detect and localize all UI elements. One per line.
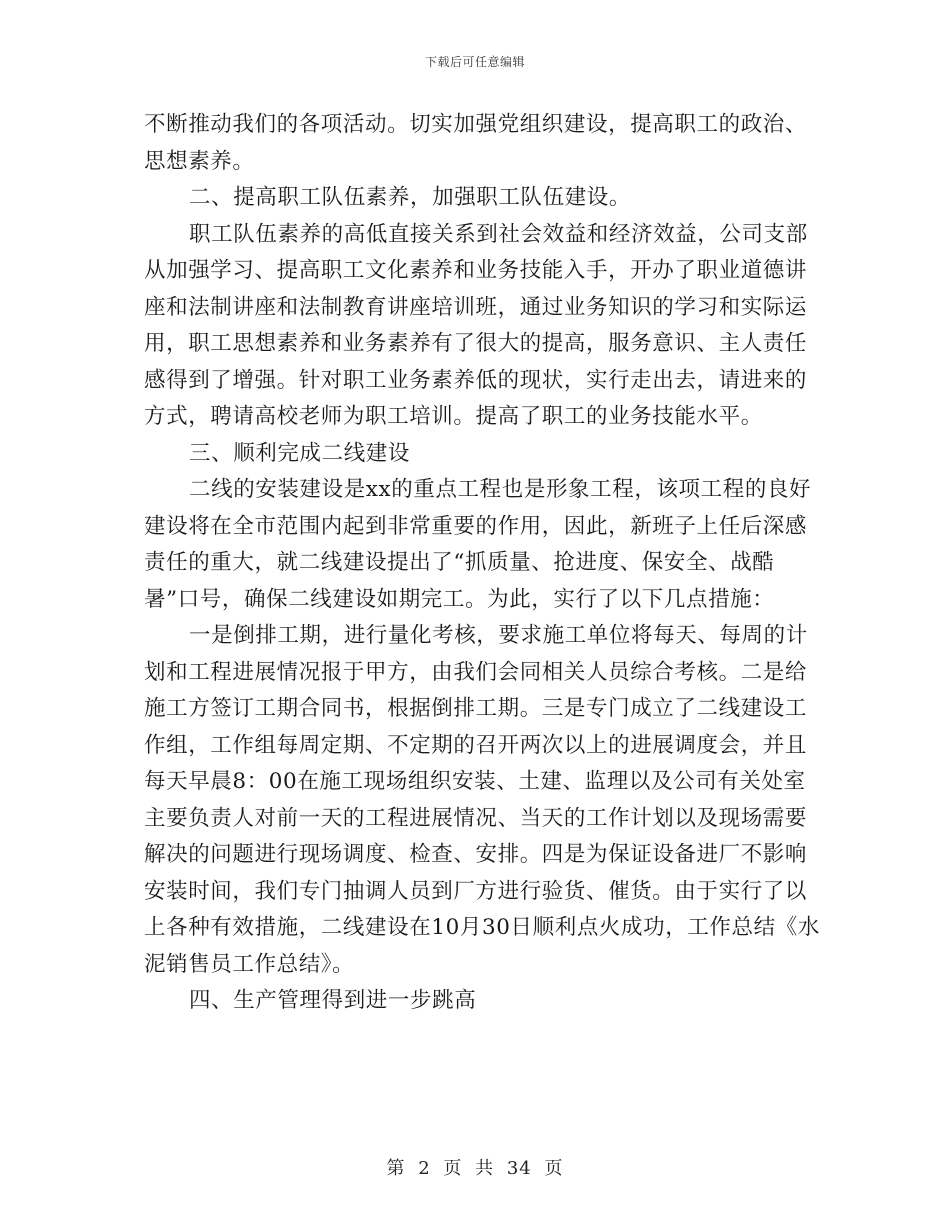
text-line: 从加强学习、提高职工文化素养和业务技能入手，开办了职业道德讲 (144, 258, 808, 283)
text-line: 上各种有效措施，二线建设在10月30日顺利点火成功，工作总结《水 (144, 915, 820, 940)
body-text (144, 107, 820, 1020)
text-line: 主要负责人对前一天的工程进展情况、当天的工作计划以及现场需要 (144, 805, 808, 831)
text-line: 用，职工思想素养和业务素养有了很大的提高，服务意识、主人责任 (144, 331, 808, 356)
text-line: 一是倒排工期，进行量化考核，要求施工单位将每天、每周的计 (189, 623, 808, 648)
text-line: 职工队伍素养的高低直接关系到社会效益和经济效益，公司支部 (189, 221, 808, 247)
text-line: 座和法制讲座和法制教育讲座培训班，通过业务知识的学习和实际运 (144, 294, 808, 320)
text-line: 思想素养。 (144, 148, 255, 174)
text-line: 泥销售员工作总结》。 (144, 951, 355, 977)
text-line: 暑”口号，确保二线建设如期完工。为此，实行了以下几点措施： (144, 586, 775, 612)
text-line: 安装时间，我们专门抽调人员到厂方进行验货、催货。由于实行了以 (144, 878, 808, 904)
text-line: 建设将在全市范围内起到非常重要的作用，因此，新班子上任后深感 (144, 513, 808, 539)
text-line: 施工方签订工期合同书，根据倒排工期。三是专门成立了二线建设工 (144, 696, 808, 721)
text-line: 感得到了增强。针对职工业务素养低的现状，实行走出去，请进来的 (144, 367, 808, 393)
text-line: 四、生产管理得到进一步跳高 (189, 988, 477, 1013)
text-line: 划和工程进展情况报于甲方，由我们会同相关人员综合考核。二是给 (144, 659, 808, 685)
text-line: 每天早晨8：00在施工现场组织安装、土建、监理以及公司有关处室 (144, 769, 806, 794)
text-line: 二线的安装建设是xx的重点工程也是形象工程，该项工程的良好 (189, 477, 812, 502)
text-line: 方式，聘请高校老师为职工培训。提高了职工的业务技能水平。 (144, 404, 763, 429)
page-header: 下载后可任意编辑 (424, 55, 525, 69)
text-line: 二、提高职工队伍素养，加强职工队伍建设。 (189, 185, 632, 210)
text-line: 三、顺利完成二线建设 (189, 440, 411, 466)
page-footer: 第 2 页 共 34 页 (386, 1158, 564, 1179)
text-line: 不断推动我们的各项活动。切实加强党组织建设，提高职工的政治、 (144, 112, 808, 137)
text-line: 解决的问题进行现场调度、检查、安排。四是为保证设备进厂不影响 (144, 842, 808, 867)
text-line: 责任的重大，就二线建设提出了“抓质量、抢进度、保安全、战酷 (144, 550, 775, 575)
text-line: 作组，工作组每周定期、不定期的召开两次以上的进展调度会，并且 (144, 732, 808, 758)
